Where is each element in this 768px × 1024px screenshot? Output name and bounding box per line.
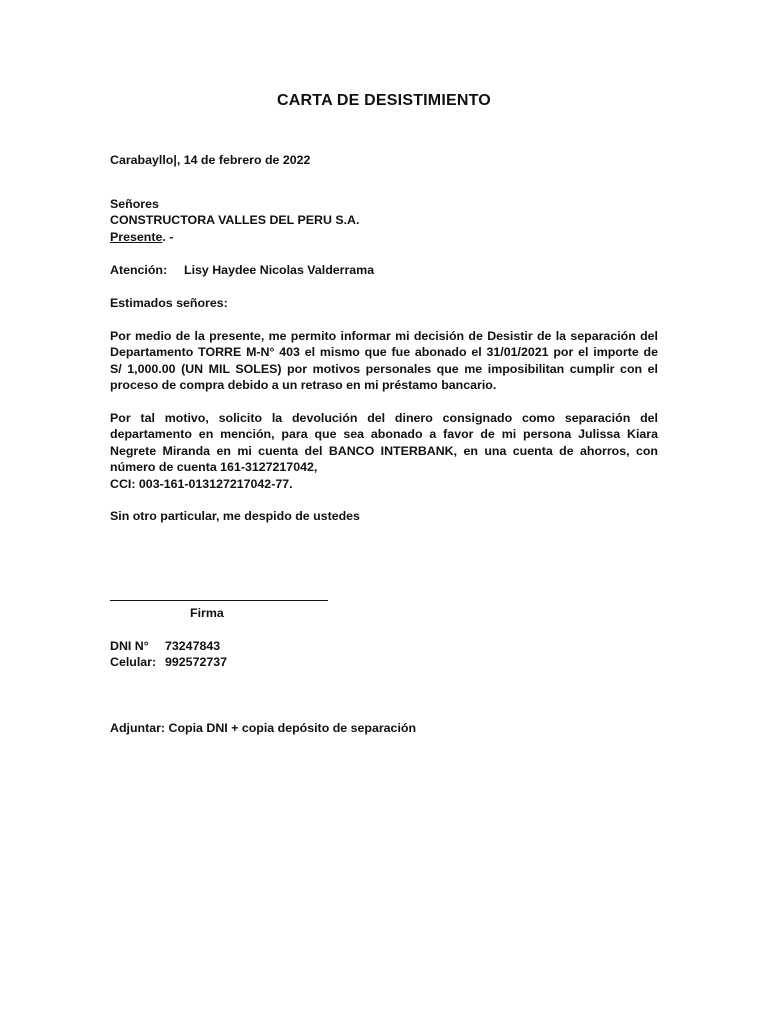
- presente-suffix: . -: [162, 230, 174, 244]
- paragraph-2-line: Negrete Miranda en mi cuenta del BANCO INTERBANK, en una cuenta de ahorros, con: [110, 443, 658, 458]
- dni-value: 73247843: [165, 639, 221, 653]
- attention-line: [110, 263, 374, 277]
- paragraph-2: [110, 410, 658, 492]
- salutation: Estimados señores:: [110, 296, 228, 310]
- paragraph-2-line: Por tal motivo, solicito la devolución del dinero consignado como separación del: [110, 411, 658, 425]
- dni-line: [110, 639, 220, 653]
- signature-label: Firma: [190, 606, 224, 620]
- paragraph-1: [110, 328, 658, 394]
- phone-value: 992572737: [165, 655, 228, 669]
- paragraph-1-line: S/ 1,000.00 (UN MIL SOLES) por motivos personales que me imposibilitan cumplir con el: [110, 361, 658, 376]
- recipient-company: CONSTRUCTORA VALLES DEL PERU S.A.: [110, 213, 360, 227]
- attachment-note: Adjuntar: Copia DNI + copia depósito de separación: [110, 721, 417, 735]
- document-title: CARTA DE DESISTIMIENTO: [277, 92, 491, 109]
- paragraph-2-line: número de cuenta 161-3127217042,: [110, 460, 318, 475]
- attention-label: Atención:: [110, 263, 168, 277]
- signature-line: [110, 600, 328, 601]
- place-date: Carabayllo|, 14 de febrero de 2022: [110, 153, 311, 167]
- closing: Sin otro particular, me despido de ustedes: [110, 509, 360, 523]
- recipient-greeting: Señores: [110, 197, 159, 211]
- recipient-presente: [110, 230, 173, 244]
- paragraph-1-line: proceso de compra debido a un retraso en mi préstamo bancario.: [110, 378, 497, 393]
- phone-label: Celular:: [110, 655, 157, 669]
- presente-word: Presente: [110, 230, 163, 244]
- dni-label: DNI N°: [110, 639, 149, 653]
- paragraph-1-line: Por medio de la presente, me permito informar mi decisión de Desistir de la separación del: [110, 329, 658, 343]
- paragraph-1-line: Departamento TORRE M-N° 403 el mismo que fue abonado el 31/01/2021 por el importe de: [110, 345, 658, 360]
- paragraph-2-line: CCI: 003-161-013127217042-77.: [110, 476, 293, 491]
- paragraph-2-line: departamento en mención, para que sea abonado a favor de mi persona Julissa Kiara: [110, 427, 658, 442]
- phone-line: [110, 655, 227, 669]
- attention-name: Lisy Haydee Nicolas Valderrama: [184, 263, 375, 277]
